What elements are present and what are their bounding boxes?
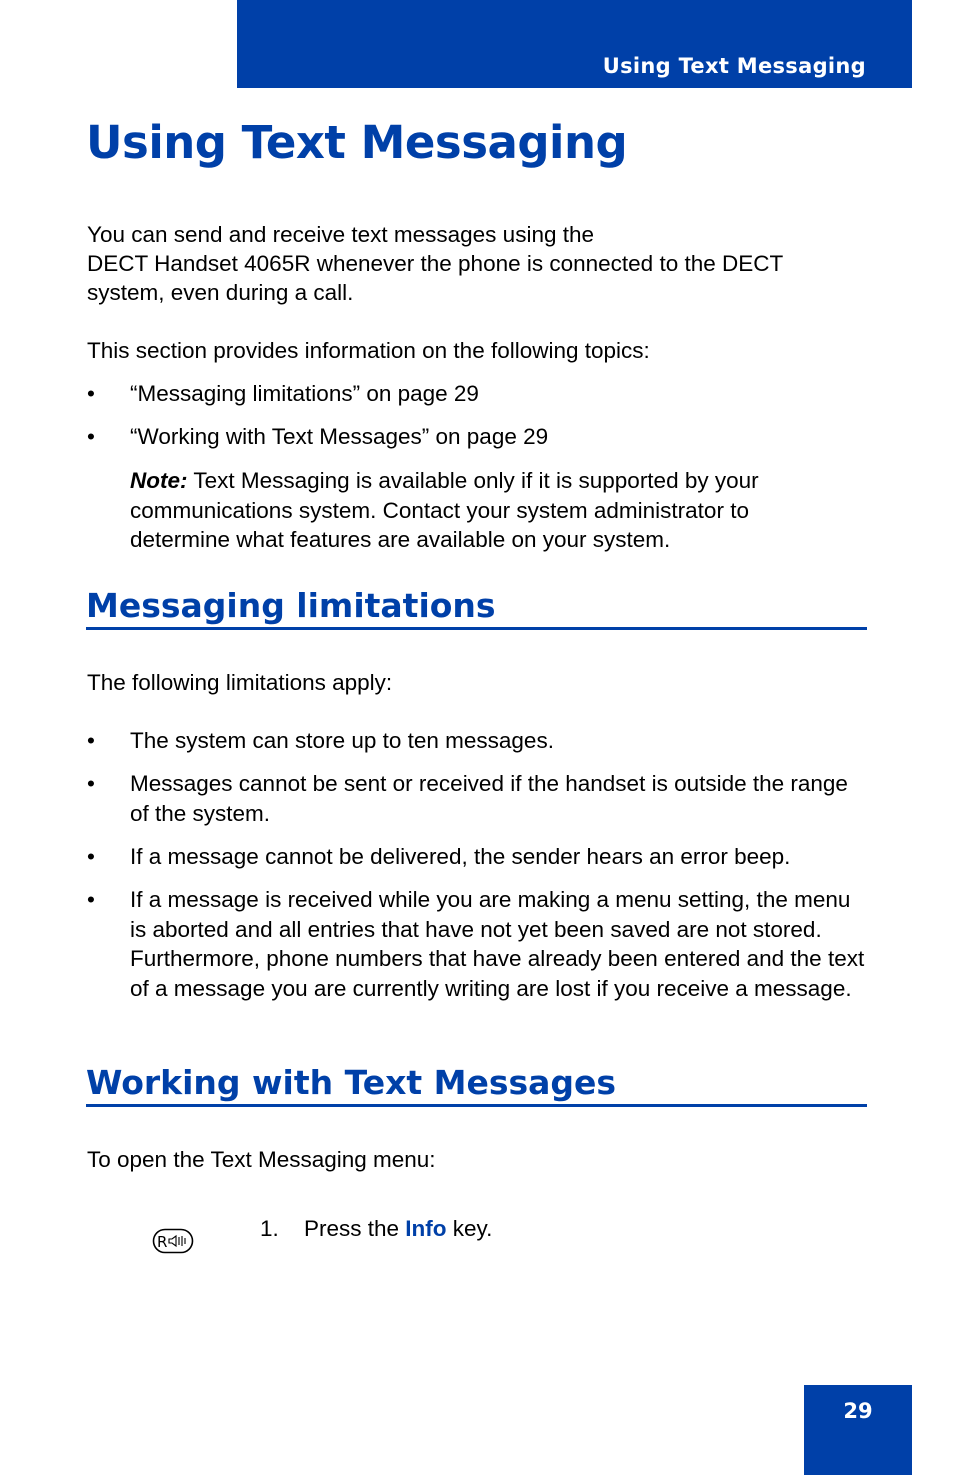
topics-lead: This section provides information on the following topics:	[87, 338, 650, 363]
bullet-dot: •	[87, 728, 95, 753]
step-1	[260, 1214, 492, 1244]
running-title: Using Text Messaging	[602, 54, 866, 78]
working-lead: To open the Text Messaging menu:	[87, 1147, 436, 1172]
intro-line-3: system, even during a call.	[87, 280, 354, 305]
intro-line-1: You can send and receive text messages using the	[87, 222, 594, 247]
limitation-text: If a message is received while you are making a menu setting, the menu is aborted and all entries that have not yet been saved are not stored. Furthermore, phone numbers that have already been entered and the text of a message you are currently writing are lost if you receive a message.	[130, 887, 865, 1001]
limitation-text: If a message cannot be delivered, the sender hears an error beep.	[130, 844, 791, 869]
section-heading-messaging-limitations: Messaging limitations	[86, 586, 867, 630]
page-title: Using Text Messaging	[86, 116, 628, 169]
section-heading-working-with-text-messages: Working with Text Messages	[86, 1063, 867, 1107]
step-number: 1.	[260, 1216, 279, 1241]
bullet-dot: •	[87, 887, 95, 912]
bullet-dot: •	[87, 771, 95, 796]
svg-text:R: R	[157, 1233, 168, 1251]
bullet-dot: •	[87, 844, 95, 869]
intro-line-2: DECT Handset 4065R whenever the phone is connected to the DECT	[87, 251, 784, 276]
note-text: Text Messaging is available only if it is supported by your communications system. Contact your system administrator to determine what features are available on your system.	[130, 468, 759, 552]
note	[130, 466, 850, 555]
limitation-text: Messages cannot be sent or received if the handset is outside the range of the system.	[130, 771, 848, 826]
info-key-icon	[152, 1228, 194, 1254]
bullet-dot: •	[87, 424, 95, 449]
footer-band	[804, 1385, 912, 1475]
limitation-text: The system can store up to ten messages.	[130, 728, 554, 753]
topic-link-messaging-limitations[interactable]: “Messaging limitations” on page 29	[130, 381, 479, 406]
step-prefix: Press the	[304, 1216, 406, 1241]
page-number: 29	[843, 1399, 873, 1423]
limitations-lead: The following limitations apply:	[87, 670, 393, 695]
header-band	[237, 0, 912, 88]
note-label: Note:	[130, 468, 188, 493]
bullet-dot: •	[87, 381, 95, 406]
topic-link-working-with-text-messages[interactable]: “Working with Text Messages” on page 29	[130, 424, 549, 449]
step-suffix: key.	[446, 1216, 493, 1241]
info-key-label: Info	[405, 1216, 447, 1241]
